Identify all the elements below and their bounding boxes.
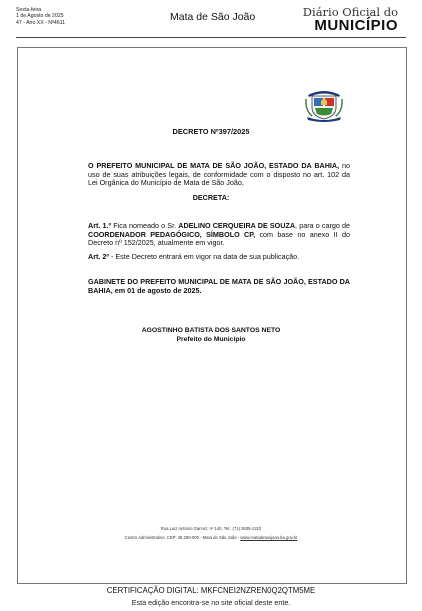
footer-address-text: Centro Administrativo, CEP: 48.280-000 - Mata de São João - [124, 535, 241, 540]
footer-address-line-2 [0, 535, 422, 540]
footer-address-line-1: Rua Luiz Antonio Garcez, nº 140, Tel.: (71) 3635-1310 [160, 526, 262, 531]
article-2 [88, 253, 350, 262]
gabinete-closing: GABINETE DO PREFEITO MUNICIPAL DE MATA DE SÃO JOÃO, ESTADO DA BAHIA, em 01 de agosto de 2025. [88, 277, 350, 295]
position-title: COORDENADOR PEDAGÓGICO, SÍMBOLO CP, [88, 229, 256, 239]
diario-oficial-logo [303, 6, 398, 33]
article-1-label: Art. 1.º [88, 221, 112, 230]
edition-info [16, 7, 65, 26]
article-2-text: - Este Decreto entrará em vigor na data de sua publicação. [109, 252, 300, 261]
article-1-text-a: Fica nomeado o Sr. [111, 221, 179, 230]
article-1 [88, 222, 350, 248]
edition-date: 1 de Agosto de 2025 [16, 13, 64, 20]
appointee-name: ADELINO CERQUEIRA DE SOUZA [178, 221, 296, 230]
decree-title: DECRETO Nº397/2025 [172, 127, 250, 136]
decreta-heading: DECRETA: [192, 193, 230, 202]
edition-number: 47 - Ano XX - Nº4611 [16, 19, 66, 26]
preamble-text: no uso de suas atribuições legais, de conformidade com o disposto no art. 102 da Lei Orgânica do Município de Mata de São João, [88, 161, 350, 188]
article-1-text-c: com base no anexo II do Decreto nº 152/2025, atualmente em vigor. [88, 229, 350, 248]
header-divider [16, 37, 406, 38]
digital-certification: CERTIFICAÇÃO DIGITAL: MKFCNEI2NZREN0Q2QTM5ME [106, 586, 316, 595]
article-1-text-b: , para o cargo de [295, 221, 350, 230]
city-name: Mata de São João [170, 11, 256, 23]
article-2-label: Art. 2º [88, 252, 109, 261]
decree-preamble [88, 162, 350, 188]
logo-line-1: Diário Oficial do [302, 5, 398, 19]
preamble-authority: O PREFEITO MUNICIPAL DE MATA DE SÃO JOÃO, ESTADO DA BAHIA, [88, 161, 340, 170]
signer-name: AGOSTINHO BATISTA DOS SANTOS NETO [141, 327, 281, 334]
edition-day: Sexta-feira [16, 7, 42, 13]
official-site-notice: Esta edição encontra-se no site oficial deste ente. [131, 598, 291, 607]
municipal-crest-icon [304, 86, 344, 122]
logo-line-2: MUNICÍPIO [314, 17, 398, 34]
signer-role: Prefeito do Município [176, 336, 246, 343]
footer-website-link[interactable]: www.matadesaojoao.ba.gov.br [240, 535, 298, 540]
